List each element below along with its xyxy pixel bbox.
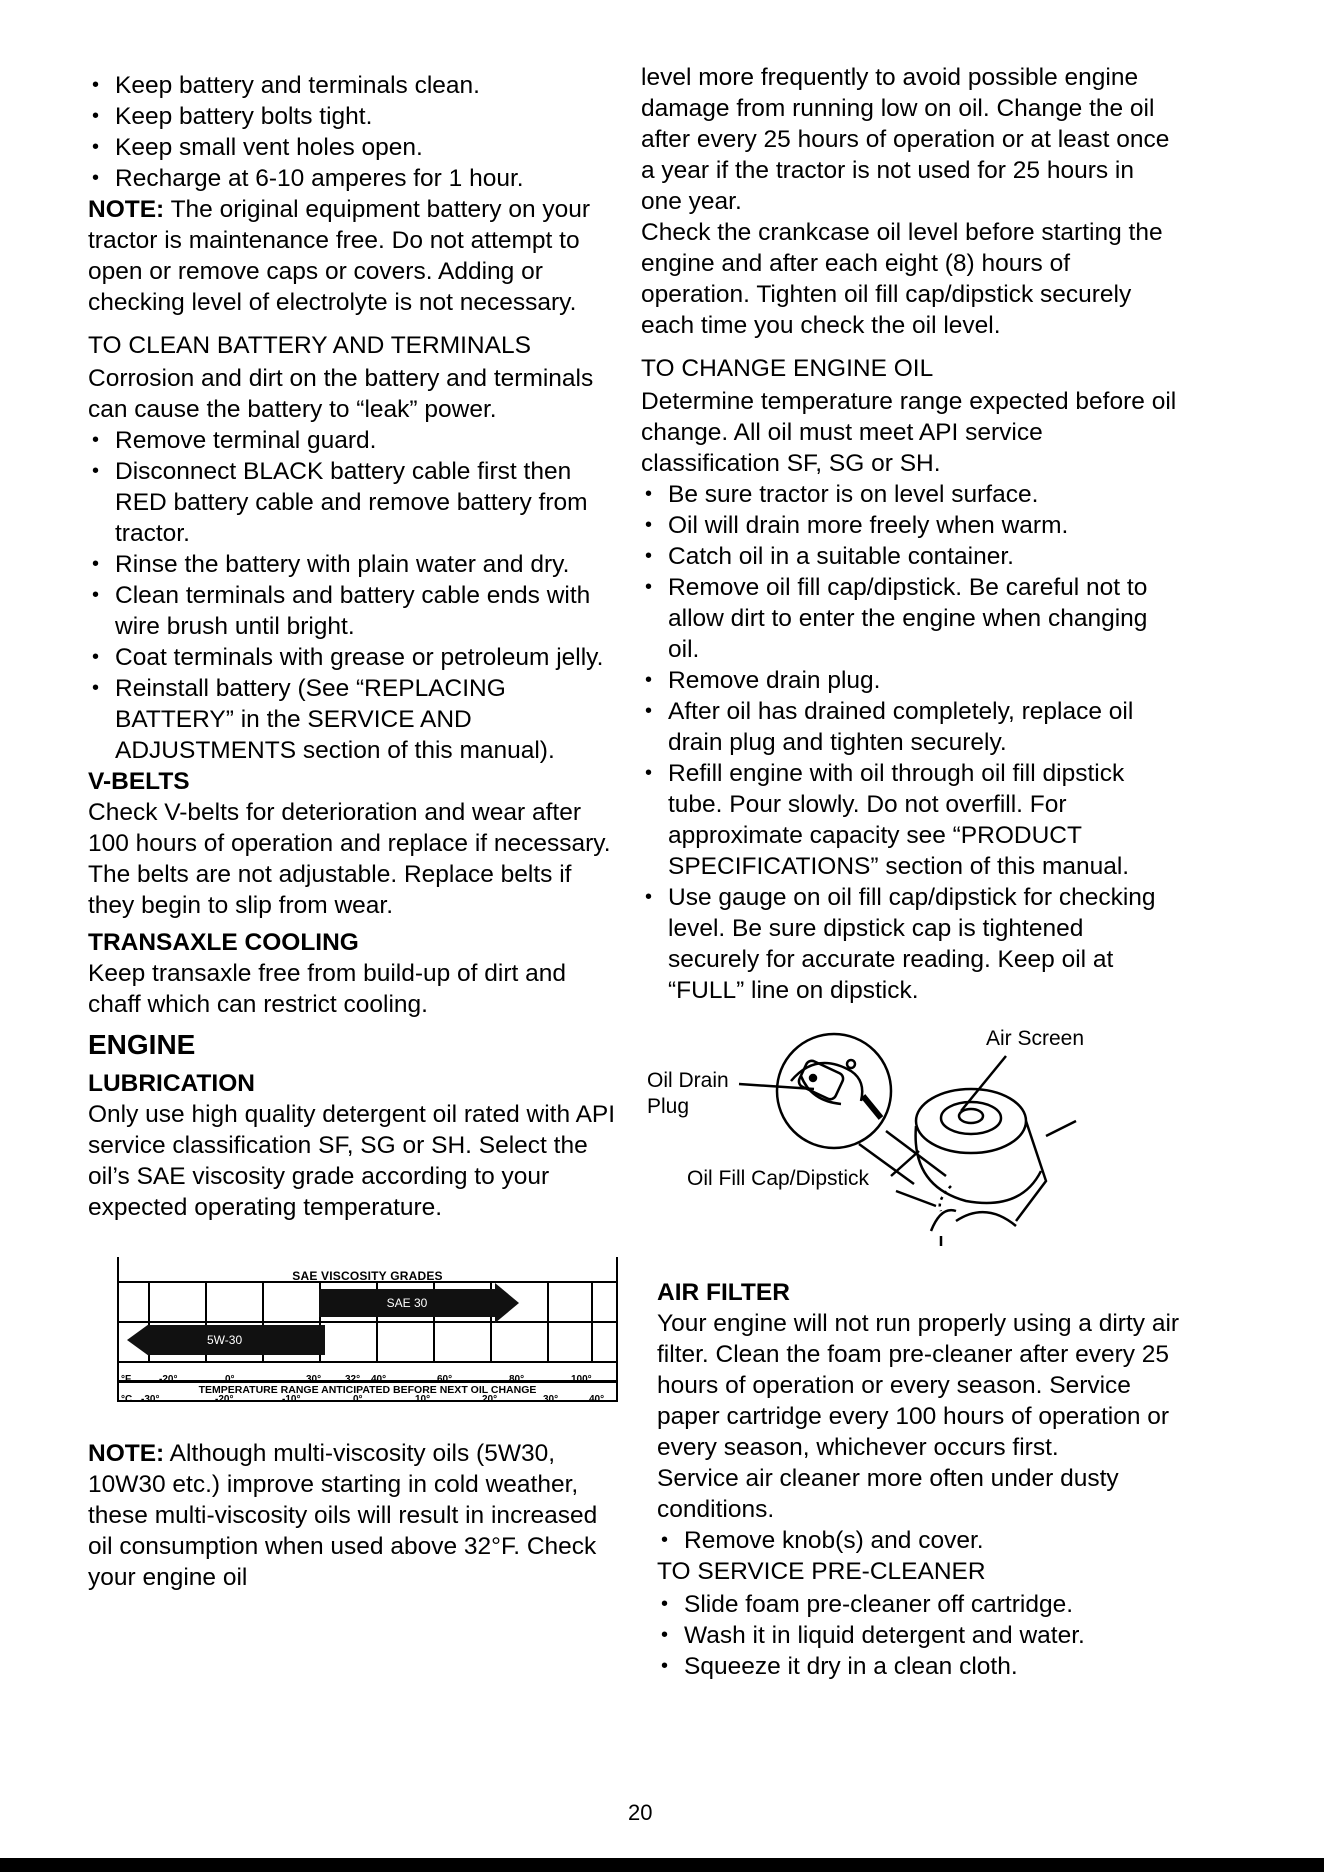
list-item: • Coat terminals with grease or petroleum jelly. [88,642,623,673]
engine-heading: ENGINE [88,1029,196,1060]
5w30-bar: 5W-30 [149,1325,325,1355]
crankcase-check-text: Check the crankcase oil level before starting the engine and after each eight (8) hours of operation. Tighten oil fill cap/dipstick securely each time you check the oil level. [641,219,1163,339]
list-item: • Keep battery bolts tight. [88,101,623,132]
chart-grid [119,1281,616,1363]
right-column [641,62,1181,1682]
list-item: • Slide foam pre-cleaner off cartridge. [657,1589,1181,1620]
list-item: • Rinse the battery with plain water and dry. [88,549,623,580]
vbelts-heading: V-BELTS [88,768,190,795]
list-item: • Use gauge on oil fill cap/dipstick for checking level. Be sure dipstick cap is tightened securely for accurate reading. Keep oil at “FULL” line on dipstick. [641,882,1181,1006]
bottom-edge [0,1858,1324,1872]
transaxle-text: Keep transaxle free from build-up of dirt and chaff which can restrict cooling. [88,960,567,1018]
list-item: • Disconnect BLACK battery cable first then RED battery cable and remove battery from tractor. [88,456,623,549]
oil-fill-label: Oil Fill Cap/Dipstick [687,1167,870,1190]
note-text: The original equipment battery on your tractor is maintenance free. Do not attempt to open or remove caps or covers. Adding or checking level of electrolyte is not necessary. [88,196,591,316]
lubrication-heading: LUBRICATION [88,1070,255,1097]
list-item: • Refill engine with oil through oil fill dipstick tube. Pour slowly. Do not overfill. For approximate capacity see “PRODUCT SPECIFICATIONS” section of this manual. [641,758,1181,882]
pre-cleaner-heading: TO SERVICE PRE-CLEANER [657,1558,986,1585]
page-number: 20 [628,1800,653,1825]
sae30-arrow [495,1283,519,1323]
viscosity-note [88,1438,623,1593]
list-item: • Remove terminal guard. [88,425,623,456]
battery-note [88,194,623,318]
5w30-arrow [127,1324,149,1356]
clean-battery-steps [88,425,623,766]
air-filter-heading: AIR FILTER [657,1279,790,1306]
service-steps [657,1525,1181,1556]
clean-battery-heading: TO CLEAN BATTERY AND TERMINALS [88,332,531,359]
sae-viscosity-chart [117,1257,618,1405]
engine-oil-figure [641,1026,1161,1271]
note-text: Although multi-viscosity oils (5W30, 10W30 etc.) improve starting in cold weather, these multi-viscosity oils will result in increased oil consumption when used above 32°F. Check your engine oil [88,1440,598,1591]
list-item: • Remove knob(s) and cover. [657,1525,1181,1556]
service-air-cleaner-text: Service air cleaner more often under dusty conditions. [657,1465,1119,1523]
clean-battery-text: Corrosion and dirt on the battery and terminals can cause the battery to “leak” power. [88,365,594,423]
battery-care-list [88,70,623,194]
list-item: • Reinstall battery (See “REPLACING BATTERY” in the SERVICE AND ADJUSTMENTS section of this manual). [88,673,623,766]
list-item: • Clean terminals and battery cable ends with wire brush until bright. [88,580,623,642]
list-item: • Oil will drain more freely when warm. [641,510,1181,541]
vbelts-text: Check V-belts for deterioration and wear after 100 hours of operation and replace if necessary. The belts are not adjustable. Replace belts if they begin to slip from wear. [88,799,611,919]
left-column [88,70,623,1593]
oil-level-text: level more frequently to avoid possible engine damage from running low on oil. Change the oil after every 25 hours of operation or at least once a year if the tractor is not used for 25 hours in one year. [641,64,1170,215]
engine-illustration [641,1026,1161,1271]
list-item: • Wash it in liquid detergent and water. [657,1620,1181,1651]
list-item: • Squeeze it dry in a clean cloth. [657,1651,1181,1682]
transaxle-heading: TRANSAXLE COOLING [88,929,359,956]
lubrication-text: Only use high quality detergent oil rated with API service classification SF, SG or SH. Select the oil’s SAE viscosity grade according to your expected operating temperature. [88,1101,616,1221]
change-oil-text: Determine temperature range expected before oil change. All oil must meet API service classification SF, SG or SH. [641,388,1177,477]
change-oil-steps [641,479,1181,1006]
celsius-scale: °C -30° -20° -10° 0° 10° 20° 30° 40° [119,1381,616,1401]
oil-drain-label: Oil Drain [647,1069,729,1092]
pre-cleaner-steps [657,1589,1181,1682]
list-item: • Catch oil in a suitable container. [641,541,1181,572]
chart-footer: TEMPERATURE RANGE ANTICIPATED BEFORE NEXT OIL CHANGE [119,1380,616,1402]
air-screen-label: Air Screen [986,1027,1085,1050]
change-oil-heading: TO CHANGE ENGINE OIL [641,355,934,382]
list-item: • Be sure tractor is on level surface. [641,479,1181,510]
note-label: NOTE: [88,196,165,223]
list-item: • Remove oil fill cap/dipstick. Be careful not to allow dirt to enter the engine when changing oil. [641,572,1181,665]
list-item: • Recharge at 6-10 amperes for 1 hour. [88,163,623,194]
list-item: • Keep battery and terminals clean. [88,70,623,101]
air-filter-text: Your engine will not run properly using a dirty air filter. Clean the foam pre-cleaner after every 25 hours of operation or every season. Service paper cartridge every 100 hours of operation or every season, whichever occurs first. [657,1310,1180,1461]
sae30-bar: SAE 30 [319,1289,495,1317]
list-item: • Keep small vent holes open. [88,132,623,163]
note-label: NOTE: [88,1440,165,1467]
plug-label: Plug [647,1095,690,1118]
list-item: • Remove drain plug. [641,665,1181,696]
chart-title: SAE VISCOSITY GRADES [292,1269,443,1283]
list-item: • After oil has drained completely, replace oil drain plug and tighten securely. [641,696,1181,758]
fahrenheit-scale: °F -20° 0° 30° 32° 40° 60° 80° 100° [119,1361,616,1381]
